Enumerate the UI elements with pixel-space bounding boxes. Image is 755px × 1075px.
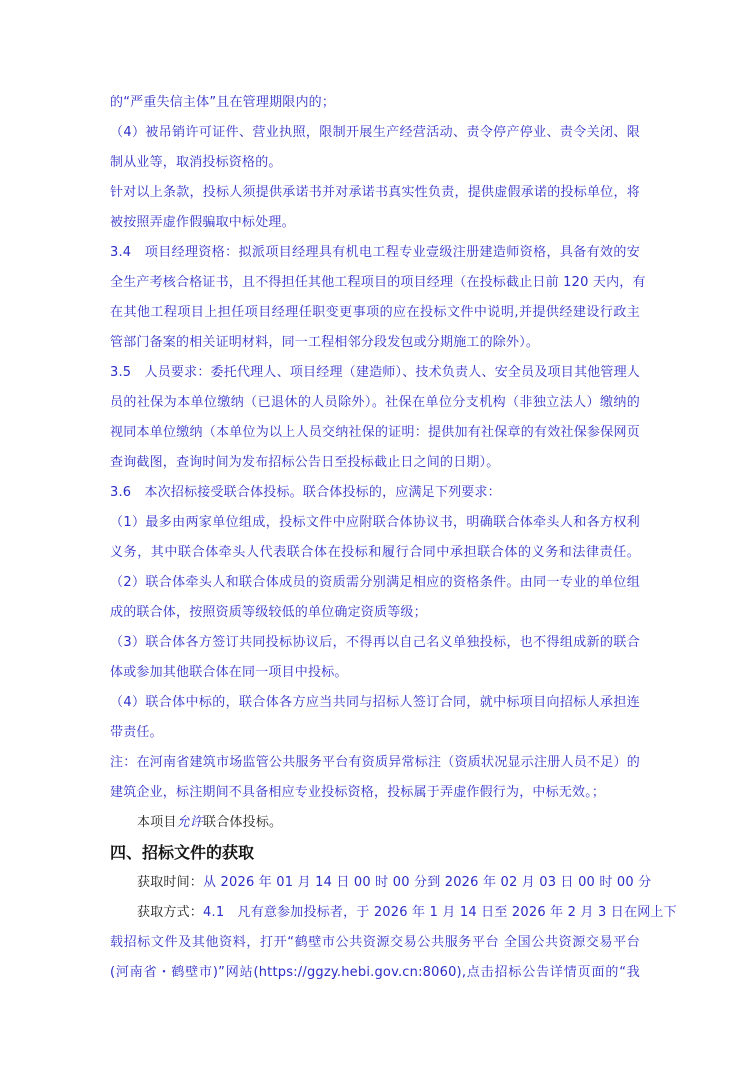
- line-text: 查询截图，查询时间为发布招标公告日至投标截止日之间的日期）。: [110, 455, 500, 470]
- text-line: [110, 238, 640, 268]
- text-line: [110, 178, 640, 208]
- text-line: [110, 688, 640, 718]
- text-line: [110, 478, 640, 508]
- line-text: 体或参加其他联合体在同一项目中投标。: [110, 665, 348, 680]
- line-text: 4.1 凡有意参加投标者，于 2026 年 1 月 14 日至 2026 年 2 月 3 日在网上下: [203, 905, 677, 920]
- label-text: 联合体投标。: [203, 815, 283, 830]
- line-text: 带责任。: [110, 725, 163, 740]
- line-text: 3.5 人员要求：委托代理人、项目经理（建造师）、技术负责人、安全员及项目其他管理人: [110, 365, 640, 380]
- line-text: （1）最多由两家单位组成，投标文件中应附联合体协议书，明确联合体牵头人和各方权利: [110, 515, 640, 530]
- text-line: [110, 958, 640, 988]
- line-text: 员的社保为本单位缴纳（已退休的人员除外）。社保在单位分支机构（非独立法人）缴纳的: [110, 395, 640, 410]
- text-line: [110, 568, 640, 598]
- text-line: [110, 628, 640, 658]
- line-text: 从 2026 年 01 月 14 日 00 时 00 分到 2026 年 02 月 03 日 00 时 00 分: [203, 875, 652, 890]
- line-text: （4）联合体中标的，联合体各方应当共同与招标人签订合同，就中标项目向招标人承担连: [110, 695, 640, 710]
- text-line: [110, 898, 677, 928]
- text-line: [110, 718, 640, 748]
- text-line: [110, 508, 640, 538]
- text-line: [110, 298, 640, 328]
- text-line: [110, 868, 652, 898]
- label-text: 本项目: [137, 815, 177, 830]
- emphasis-text: 允许: [176, 815, 204, 830]
- line-text: 注：在河南省建筑市场监管公共服务平台有资质异常标注（资质状况显示注册人员不足）的: [110, 755, 640, 770]
- text-line: [110, 808, 640, 838]
- document-page: [110, 88, 677, 988]
- line-text: 的“严重失信主体”且在管理期限内的；: [110, 95, 336, 110]
- line-text: 视同本单位缴纳（本单位为以上人员交纳社保的证明：提供加有社保章的有效社保参保网页: [110, 425, 640, 440]
- line-text: 四、招标文件的获取: [110, 843, 255, 862]
- line-text: （2）联合体牵头人和联合体成员的资质需分别满足相应的资格条件。由同一专业的单位组: [110, 575, 640, 590]
- line-text: （4）被吊销许可证件、营业执照，限制开展生产经营活动、责令停产停业、责令关闭、限: [110, 125, 640, 140]
- line-text: 全生产考核合格证书，且不得担任其他工程项目的项目经理（在投标截止日前 120 天内，有: [110, 275, 646, 290]
- text-line: [110, 328, 640, 358]
- line-text: 建筑企业，标注期间不具备相应专业投标资格，投标属于弄虚作假行为，中标无效。；: [110, 785, 606, 800]
- line-text: 制从业等，取消投标资格的。: [110, 155, 282, 170]
- text-line: [110, 118, 640, 148]
- line-text: 义务，其中联合体牵头人代表联合体在投标和履行合同中承担联合体的义务和法律责任。: [110, 545, 640, 560]
- line-text: 被按照弄虚作假骗取中标处理。: [110, 215, 295, 230]
- line-text: (河南省・鹤壁市)”网站(https://ggzy.hebi.gov.cn:8060),点击招标公告详情页面的“我: [110, 965, 640, 980]
- label-text: 获取时间：: [137, 875, 204, 890]
- text-line: [110, 148, 640, 178]
- text-line: [110, 208, 640, 238]
- text-line: [110, 538, 640, 568]
- text-line: [110, 598, 640, 628]
- text-line: [110, 448, 640, 478]
- line-text: 载招标文件及其他资料，打开“鹤壁市公共资源交易公共服务平台 全国公共资源交易平台: [110, 935, 640, 950]
- text-line: [110, 358, 640, 388]
- text-line: [110, 388, 640, 418]
- text-line: [110, 268, 646, 298]
- text-line: [110, 658, 640, 688]
- text-line: [110, 928, 640, 958]
- line-text: 管部门备案的相关证明材料，同一工程相邻分段发包或分期施工的除外）。: [110, 335, 540, 350]
- label-text: 获取方式：: [137, 905, 204, 920]
- line-text: 在其他工程项目上担任项目经理任职变更事项的应在投标文件中说明,并提供经建设行政主: [110, 305, 640, 320]
- line-text: 针对以上条款，投标人须提供承诺书并对承诺书真实性负责，提供虚假承诺的投标单位，将: [110, 185, 640, 200]
- text-line: [110, 88, 640, 118]
- line-text: 3.6 本次招标接受联合体投标。联合体投标的，应满足下列要求：: [110, 485, 501, 500]
- text-line: [110, 748, 640, 778]
- text-line: [110, 418, 640, 448]
- section-heading: [110, 838, 640, 868]
- line-text: （3）联合体各方签订共同投标协议后，不得再以自己名义单独投标，也不得组成新的联合: [110, 635, 640, 650]
- line-text: 成的联合体，按照资质等级较低的单位确定资质等级；: [110, 605, 427, 620]
- text-line: [110, 778, 640, 808]
- line-text: 3.4 项目经理资格：拟派项目经理具有机电工程专业壹级注册建造师资格，具备有效的安: [110, 245, 640, 260]
